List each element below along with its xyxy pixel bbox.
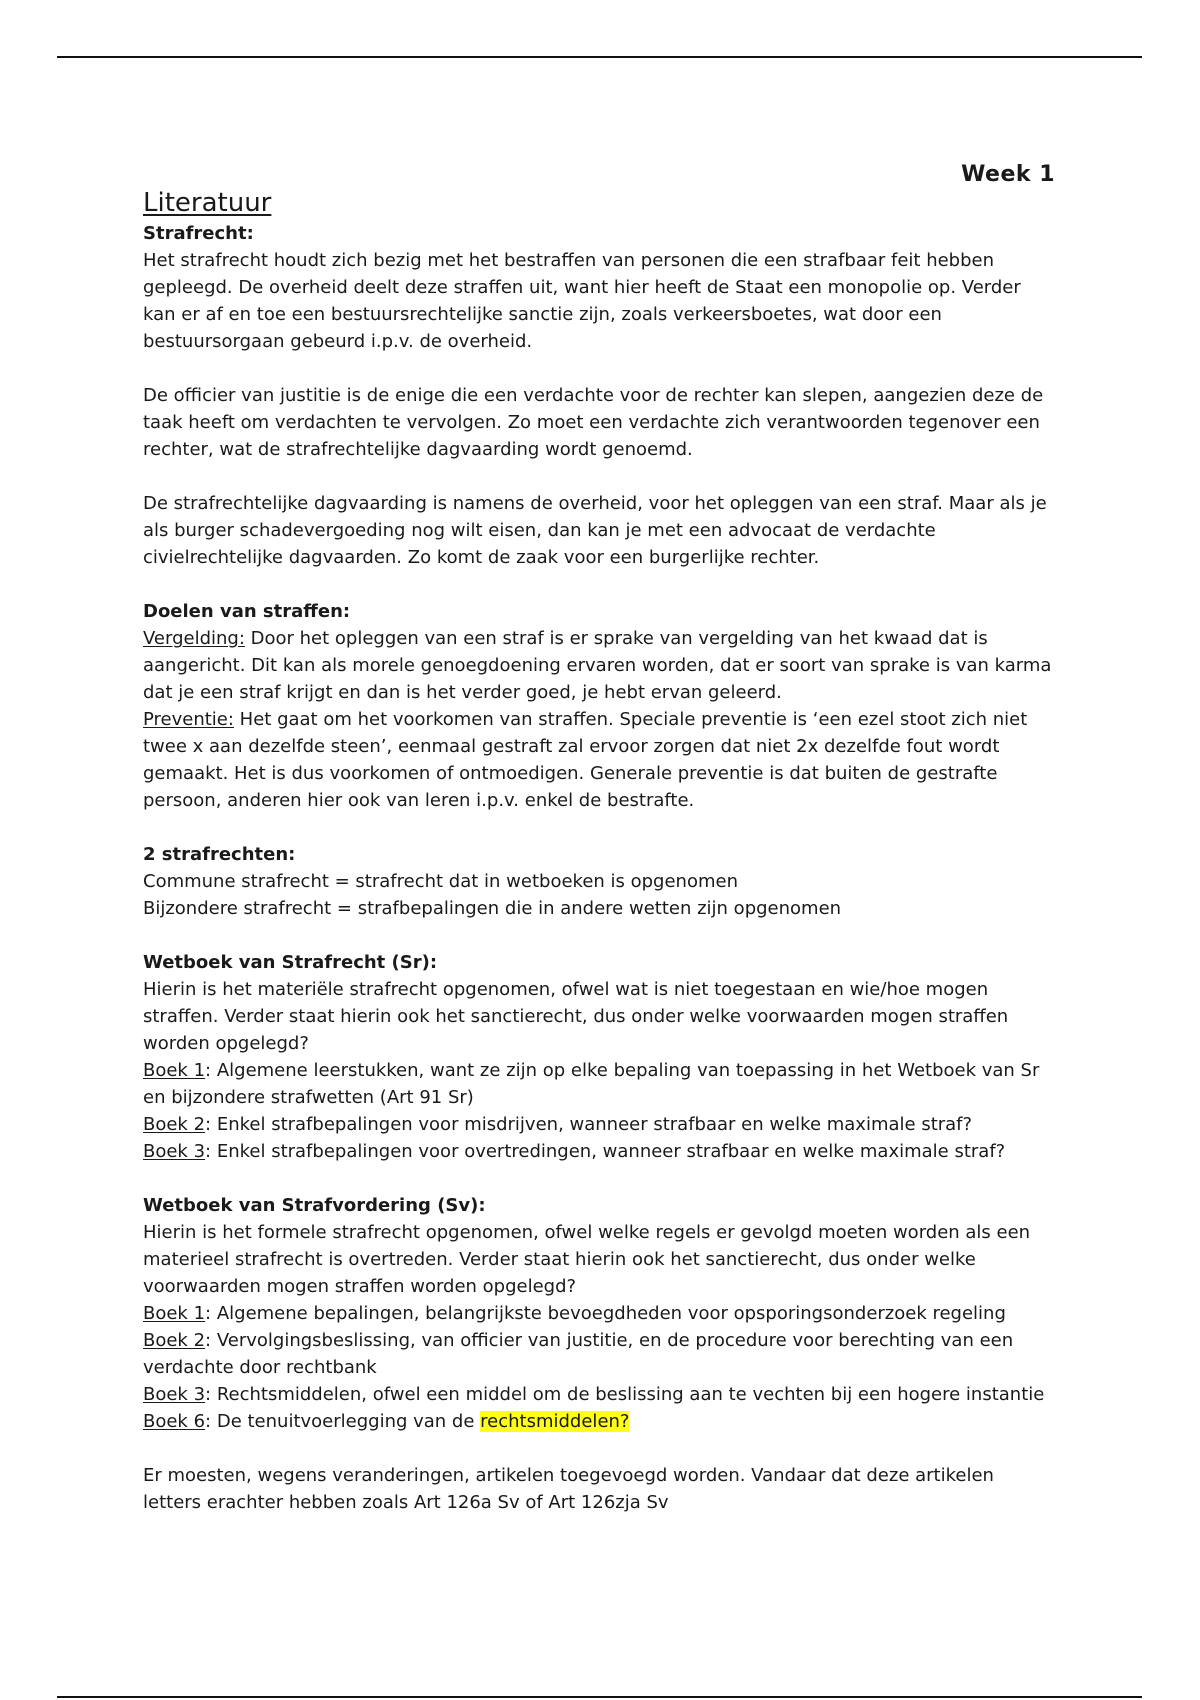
spacer (143, 1435, 1055, 1462)
sr-boek-2 (143, 1111, 1055, 1138)
paragraph-preventie (143, 706, 1055, 814)
sr-boek-2-label: Boek 2 (143, 1114, 206, 1135)
term-vergelding: Vergelding: (143, 628, 245, 649)
sv-boek-2-text: : Vervolgingsbeslissing, van officier van justitie, en de procedure voor berechting van een verdachte door rechtbank (143, 1330, 1014, 1378)
text-preventie: Het gaat om het voorkomen van straffen. Speciale preventie is ‘een ezel stoot zich niet twee x aan dezelfde steen’, eenmaal gestraft zal ervoor zorgen dat niet 2x dezelfde fout wordt gemaakt. Het is dus voorkomen of ontmoedigen. Generale preventie is dat buiten de gestrafte persoon, anderen hier ook van leren i.p.v. enkel de bestrafte. (143, 709, 1028, 811)
spacer (143, 1165, 1055, 1192)
sv-boek-6-label: Boek 6 (143, 1411, 206, 1432)
paragraph-vergelding (143, 625, 1055, 706)
sv-boek-2 (143, 1327, 1055, 1381)
sr-boek-2-text: : Enkel strafbepalingen voor misdrijven, wanneer strafbaar en welke maximale straf? (205, 1114, 973, 1135)
sr-boek-3-label: Boek 3 (143, 1141, 206, 1162)
line-bijzondere-strafrecht: Bijzondere strafrecht = strafbepalingen die in andere wetten zijn opgenomen (143, 898, 842, 919)
paragraph-strafrecht-2: De officier van justitie is de enige die een verdachte voor de rechter kan slepen, aangezien deze de taak heeft om verdachten te vervolgen. Zo moet een verdachte zich verantwoorden tegenover een rechter, wat de strafrechtelijke dagvaarding wordt genoemd. (143, 385, 1044, 460)
spacer (143, 463, 1055, 490)
week-label: Week 1 (961, 162, 1055, 187)
line-commune-strafrecht: Commune strafrecht = strafrecht dat in wetboeken is opgenomen (143, 871, 738, 892)
paragraph-strafrecht-3: De strafrechtelijke dagvaarding is namens de overheid, voor het opleggen van een straf. Maar als je als burger schadevergoeding nog wilt eisen, dan kan je met een advocaat de verdachte civielrechtelijke dagvaarden. Zo komt de zaak voor een burgerlijke rechter. (143, 493, 1047, 568)
paragraph-slot: Er moesten, wegens veranderingen, artikelen toegevoegd worden. Vandaar dat deze artikelen letters erachter hebben zoals Art 126a Sv of Art 126zja Sv (143, 1465, 994, 1513)
sr-boek-1-text: : Algemene leerstukken, want ze zijn op elke bepaling van toepassing in het Wetboek van Sr en bijzondere strafwetten (Art 91 Sr) (143, 1060, 1040, 1108)
term-preventie: Preventie: (143, 709, 234, 730)
bottom-rule (57, 1696, 1142, 1698)
text-vergelding: Door het opleggen van een straf is er sprake van vergelding van het kwaad dat is aangericht. Dit kan als morele genoegdoening ervaren worden, dat er soort van sprake is van karma dat je een straf krijgt en dan is het verder goed, je hebt ervan geleerd. (143, 628, 1052, 703)
sr-boek-3 (143, 1138, 1055, 1165)
paragraph-strafrecht-1: Het strafrecht houdt zich bezig met het bestraffen van personen die een strafbaar feit hebben gepleegd. De overheid deelt deze straffen uit, want hier heeft de Staat een monopolie op. Verder kan er af en toe een bestuursrechtelijke sanctie zijn, zoals verkeersboetes, wat door een bestuursorgaan gebeurd i.p.v. de overheid. (143, 250, 1021, 352)
paragraph-sv-intro: Hierin is het formele strafrecht opgenomen, ofwel welke regels er gevolgd moeten worden als een materieel strafrecht is overtreden. Verder staat hierin ook het sanctierecht, dus onder welke voorwaarden mogen straffen worden opgelegd? (143, 1222, 1031, 1297)
section-heading-doelen: Doelen van straffen: (143, 601, 351, 622)
section-heading-sv: Wetboek van Strafvordering (Sv): (143, 1195, 486, 1216)
spacer (143, 922, 1055, 949)
sv-boek-2-label: Boek 2 (143, 1330, 206, 1351)
spacer (143, 355, 1055, 382)
sv-boek-6 (143, 1408, 1055, 1435)
sv-boek-1 (143, 1300, 1055, 1327)
sv-boek-1-text: : Algemene bepalingen, belangrijkste bevoegdheden voor opsporingsonderzoek regeling (205, 1303, 1006, 1324)
sv-boek-3-text: : Rechtsmiddelen, ofwel een middel om de beslissing aan te vechten bij een hogere instantie (205, 1384, 1045, 1405)
top-rule (57, 56, 1142, 58)
sr-boek-3-text: : Enkel strafbepalingen voor overtredingen, wanneer strafbaar en welke maximale straf? (205, 1141, 1006, 1162)
spacer (143, 571, 1055, 598)
section-heading-sr: Wetboek van Strafrecht (Sr): (143, 952, 438, 973)
section-heading-strafrecht: Strafrecht: (143, 223, 254, 244)
sv-boek-6-text: : De tenuitvoerlegging van de (205, 1411, 481, 1432)
sv-boek-3-label: Boek 3 (143, 1384, 206, 1405)
section-heading-twee-strafrechten: 2 strafrechten: (143, 844, 296, 865)
sr-boek-1-label: Boek 1 (143, 1060, 206, 1081)
highlighted-text: rechtsmiddelen? (480, 1411, 630, 1432)
sv-boek-3 (143, 1381, 1055, 1408)
sv-boek-1-label: Boek 1 (143, 1303, 206, 1324)
document-title: Literatuur (143, 188, 272, 218)
spacer (143, 814, 1055, 841)
document-page (143, 160, 1055, 1516)
sr-boek-1 (143, 1057, 1055, 1111)
paragraph-sr-intro: Hierin is het materiële strafrecht opgenomen, ofwel wat is niet toegestaan en wie/hoe mogen straffen. Verder staat hierin ook het sanctierecht, dus onder welke voorwaarden mogen straffen worden opgelegd? (143, 979, 1009, 1054)
